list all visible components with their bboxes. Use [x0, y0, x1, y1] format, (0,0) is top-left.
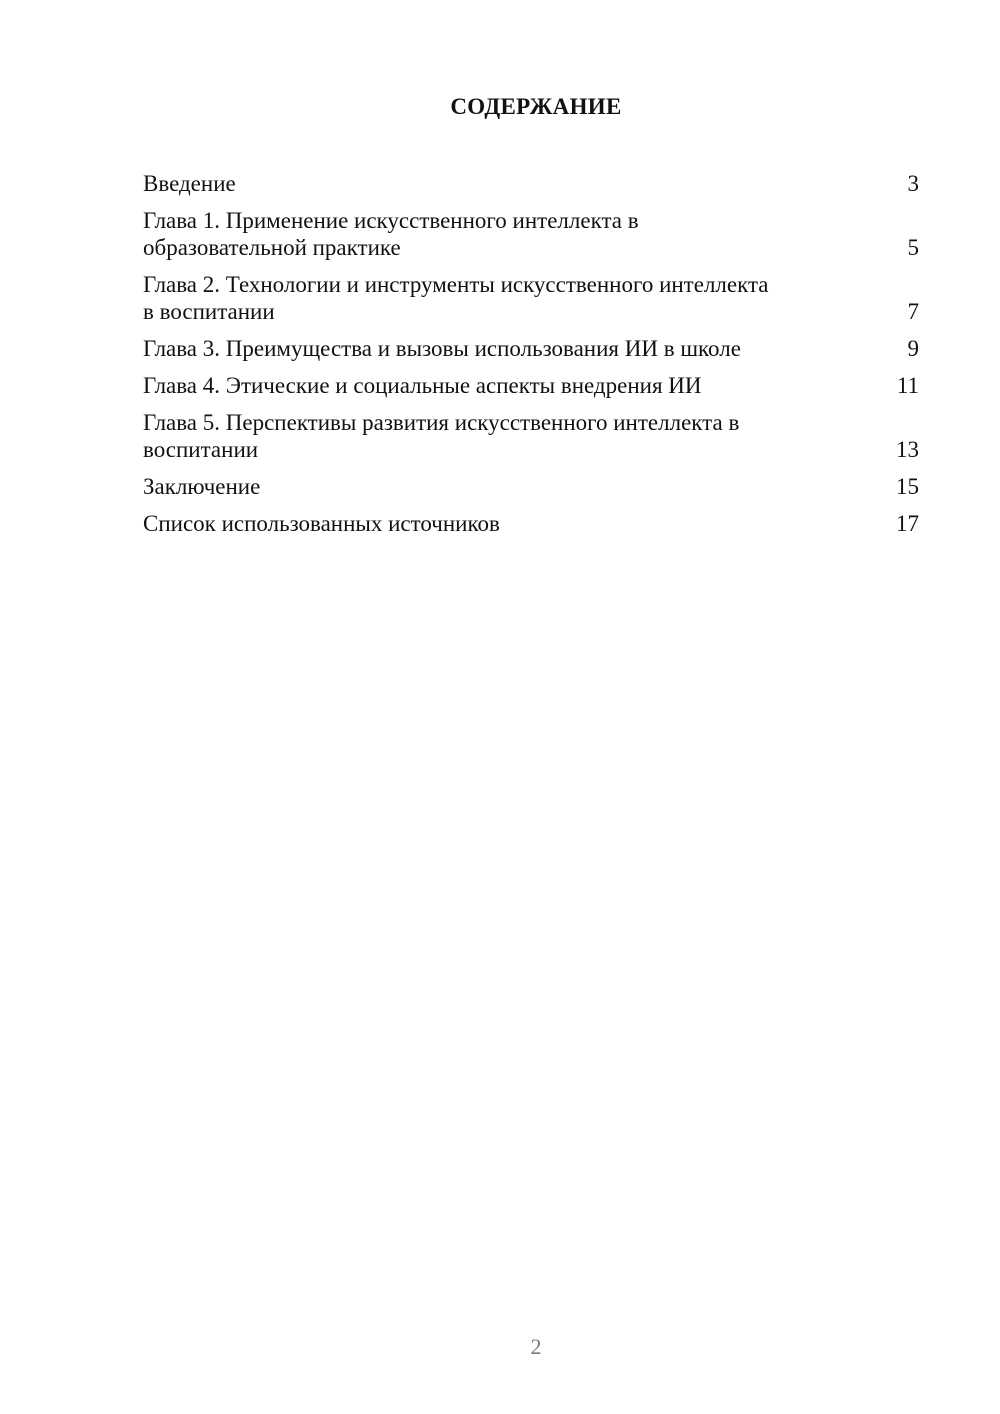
toc-entry-page: 17 [896, 511, 919, 536]
toc-entry-page: 3 [907, 171, 919, 196]
page-title: СОДЕРЖАНИЕ [450, 94, 622, 119]
toc-entry-label: Введение [143, 171, 236, 196]
toc-entry-introduction [143, 170, 919, 197]
toc-entry-chapter-2 [143, 271, 919, 325]
toc-entry-page: 11 [896, 373, 919, 398]
table-of-contents [143, 170, 919, 547]
toc-entry-chapter-3 [143, 335, 919, 362]
toc-entry-chapter-5 [143, 409, 919, 463]
toc-entry-chapter-4 [143, 372, 919, 399]
toc-entry-page: 13 [896, 437, 919, 462]
toc-entry-page: 9 [907, 336, 919, 361]
toc-entry-page: 15 [896, 474, 919, 499]
toc-entry-label: Заключение [143, 474, 261, 499]
toc-entry-label: Список использованных источников [143, 511, 500, 536]
toc-entry-label: Глава 2. Технологии и инструменты искусственного интеллекта в воспитании [143, 272, 769, 324]
toc-entry-label: Глава 3. Преимущества и вызовы использования ИИ в школе [143, 336, 741, 361]
toc-entry-chapter-1 [143, 207, 919, 261]
toc-entry-page: 7 [907, 299, 919, 324]
toc-entry-label: Глава 1. Применение искусственного интеллекта в образовательной практике [143, 208, 639, 260]
toc-entry-references [143, 510, 919, 537]
toc-entry-label: Глава 4. Этические и социальные аспекты внедрения ИИ [143, 373, 702, 398]
toc-entry-label: Глава 5. Перспективы развития искусственного интеллекта в воспитании [143, 410, 740, 462]
toc-entry-conclusion [143, 473, 919, 500]
toc-entry-page: 5 [907, 235, 919, 260]
page-number: 2 [530, 1334, 542, 1359]
